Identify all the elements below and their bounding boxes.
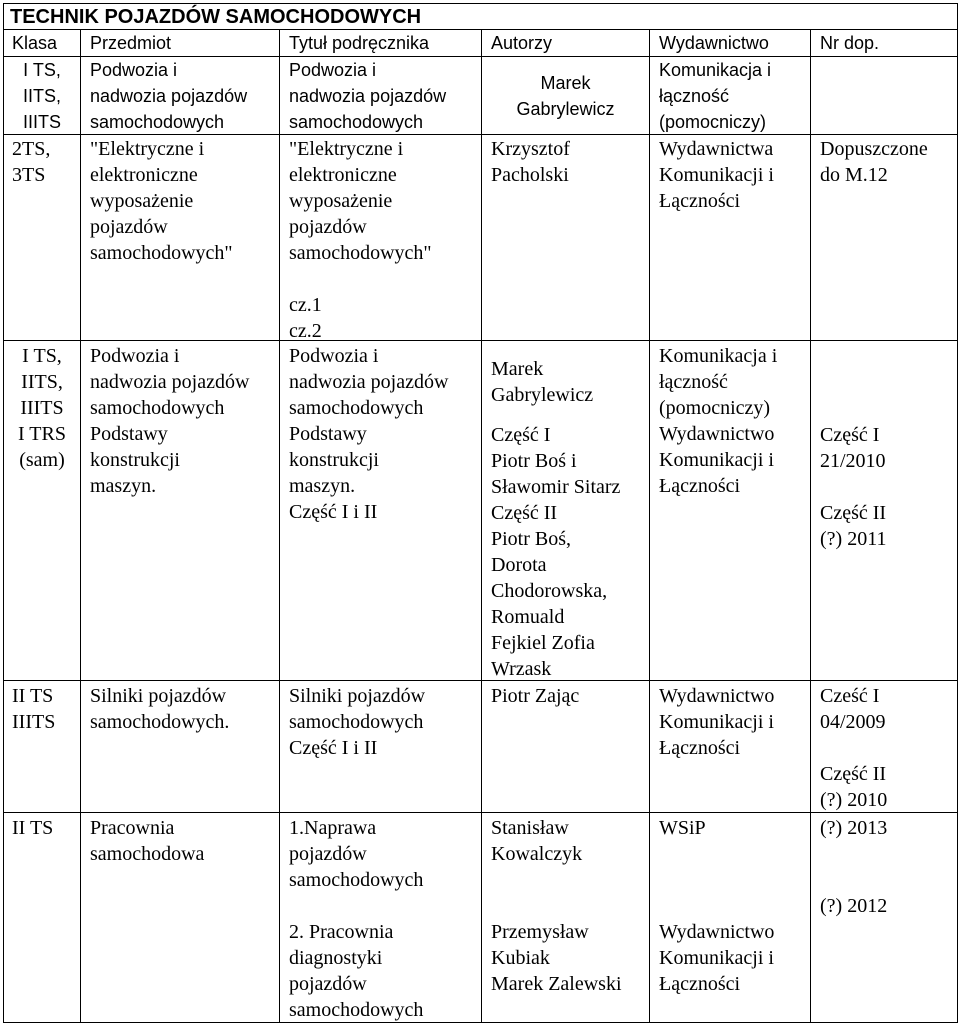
autorzy-line: Część I: [491, 424, 551, 446]
table-row: [12, 136, 50, 188]
klasa-line: IIITS: [20, 397, 64, 419]
tytul-line: [289, 266, 432, 292]
tytul-line: samochodowych: [289, 397, 424, 419]
tytul-line: wyposażenie: [289, 190, 393, 212]
autorzy-line: [491, 867, 622, 893]
tytul-line: samochodowych: [289, 112, 424, 132]
tytul-line: cz.2: [289, 320, 322, 342]
nr-dop-line: (?) 2010: [820, 789, 888, 811]
autorzy-line: Krzysztof: [491, 138, 570, 160]
przedmiot-line: samochodowa: [90, 843, 205, 865]
tytul-line: pojazdów: [289, 973, 367, 995]
klasa-line: I TRS: [18, 423, 66, 445]
wydawnictwo-line: Łączności: [659, 475, 741, 497]
przedmiot-line: samochodowych.: [90, 711, 230, 733]
table-row: [12, 815, 53, 841]
wydawnictwo-line: [659, 867, 774, 893]
tytul-line: samochodowych: [289, 711, 424, 733]
tytul-line: samochodowych: [289, 869, 424, 891]
autorzy-line: Fejkiel Zofia: [491, 632, 595, 654]
table-row: [4, 343, 80, 473]
col-divider-1: [80, 29, 81, 1023]
autorzy-line: Piotr Zając: [491, 685, 580, 707]
przedmiot-line: Podwozia i: [90, 345, 180, 367]
wydawnictwo-line: Łączności: [659, 973, 741, 995]
przedmiot-cell: [90, 683, 229, 735]
autorzy-line: Część II: [491, 502, 558, 524]
nr-dop-line: do M.12: [820, 164, 888, 186]
przedmiot-line: wyposażenie: [90, 190, 194, 212]
autorzy-line: Piotr Boś i: [491, 450, 577, 472]
przedmiot-line: "Elektryczne i: [90, 138, 205, 160]
klasa-line: I TS,: [23, 60, 61, 80]
nr-dop-line: [820, 735, 887, 761]
tytul-line: nadwozia pojazdów: [289, 371, 449, 393]
przedmiot-line: pojazdów: [90, 216, 168, 238]
col-divider-3: [481, 29, 482, 1023]
table-row: [4, 57, 80, 135]
nr-dop-line: (?) 2013: [820, 817, 888, 839]
przedmiot-line: samochodowych: [90, 397, 225, 419]
col-divider-4: [649, 29, 650, 1023]
autorzy-line: Pacholski: [491, 164, 569, 186]
tytul-cell: [289, 815, 423, 1023]
nr-dop-line: [820, 841, 887, 867]
nr-dop-line: [820, 867, 887, 893]
klasa-line: I TS,: [22, 345, 62, 367]
autorzy-line: Marek: [540, 73, 591, 93]
klasa-line: (sam): [19, 449, 65, 471]
nr-dop-line: (?) 2012: [820, 895, 888, 917]
autorzy-cell: [491, 815, 622, 997]
przedmiot-line: maszyn.: [90, 475, 157, 497]
tytul-line: pojazdów: [289, 216, 367, 238]
tytul-line: maszyn.: [289, 475, 356, 497]
header-autorzy: Autorzy: [491, 33, 553, 53]
przedmiot-line: samochodowych: [90, 112, 225, 132]
autorzy-line: Sławomir Sitarz: [491, 476, 621, 498]
nr-dop-line: 21/2010: [820, 450, 886, 472]
przedmiot-line: konstrukcji: [90, 449, 180, 471]
tytul-line: Silniki pojazdów: [289, 685, 426, 707]
wydawnictwo-line: [659, 841, 774, 867]
nr-dop-cell: [820, 136, 928, 188]
tytul-line: samochodowych": [289, 242, 432, 264]
przedmiot-line: elektroniczne: [90, 164, 198, 186]
tytul-line: pojazdów: [289, 843, 367, 865]
tytul-line: nadwozia pojazdów: [289, 86, 447, 106]
klasa-line: IIITS: [22, 112, 61, 132]
klasa-line: 3TS: [12, 164, 46, 186]
nr-dop-line: (?) 2011: [820, 528, 887, 550]
wydawnictwo-line: Łączności: [659, 737, 741, 759]
przedmiot-line: Silniki pojazdów: [90, 685, 227, 707]
tytul-line: Podstawy: [289, 423, 367, 445]
wydawnictwo-line: Komunikacja i: [659, 60, 772, 80]
klasa-line: II TS: [12, 685, 54, 707]
przedmiot-line: Pracownia: [90, 817, 175, 839]
wydawnictwo-line: Komunikacji i: [659, 711, 774, 733]
autorzy-line: Piotr Boś,: [491, 528, 572, 550]
klasa-line: 2TS,: [12, 138, 51, 160]
autorzy-line: Kubiak: [491, 947, 550, 969]
nr-dop-cell: [820, 815, 887, 919]
przedmiot-line: Podwozia i: [90, 60, 178, 80]
wydawnictwo-cell: [659, 136, 774, 214]
nr-dop-line: [820, 474, 886, 500]
tytul-line: Część I i II: [289, 737, 378, 759]
wydawnictwo-line: WSiP: [659, 817, 706, 839]
autorzy-cell: [491, 356, 593, 408]
wydawnictwo-line: Łączności: [659, 190, 741, 212]
przedmiot-line: nadwozia pojazdów: [90, 371, 250, 393]
tytul-line: "Elektryczne i: [289, 138, 404, 160]
wydawnictwo-line: Komunikacji i: [659, 947, 774, 969]
header-tytul: Tytuł podręcznika: [289, 33, 430, 53]
wydawnictwo-line: (pomocniczy): [659, 397, 771, 419]
przedmiot-line: samochodowych": [90, 242, 233, 264]
tytul-line: [289, 893, 423, 919]
autorzy-line: Wrzask: [491, 658, 552, 680]
tytul-line: Podwozia i: [289, 60, 377, 80]
przedmiot-cell: [90, 343, 249, 499]
nr-dop-cell: [820, 683, 887, 813]
tytul-cell: [289, 136, 432, 344]
przedmiot-line: nadwozia pojazdów: [90, 86, 248, 106]
nr-dop-line: Część I: [820, 424, 880, 446]
autorzy-cell: [491, 683, 579, 709]
wydawnictwo-line: Komunikacja i: [659, 345, 778, 367]
wydawnictwo-cell: [659, 343, 777, 499]
table-border-left: [3, 3, 4, 1023]
autorzy-cell: [482, 70, 649, 122]
header-nr-dop: Nr dop.: [820, 33, 880, 53]
tytul-line: cz.1: [289, 294, 322, 316]
tytul-line: diagnostyki: [289, 947, 383, 969]
autorzy-line: Stanisław: [491, 817, 569, 839]
wydawnictwo-line: Wydawnictwo: [659, 685, 775, 707]
autorzy-line: Dorota: [491, 554, 547, 576]
autorzy-line: Gabrylewicz: [491, 384, 594, 406]
wydawnictwo-line: Wydawnictwa: [659, 138, 774, 160]
wydawnictwo-cell: [659, 815, 774, 997]
nr-dop-line: Część II: [820, 502, 887, 524]
tytul-line: elektroniczne: [289, 164, 397, 186]
nr-dop-line: 04/2009: [820, 711, 886, 733]
autorzy-line: Gabrylewicz: [516, 99, 615, 119]
klasa-line: II TS: [12, 817, 54, 839]
header-wydawnictwo: Wydawnictwo: [659, 33, 769, 53]
tytul-line: konstrukcji: [289, 449, 379, 471]
przedmiot-cell: [90, 57, 247, 135]
wydawnictwo-line: łączność: [659, 371, 728, 393]
klasa-line: IITS,: [22, 86, 61, 106]
wydawnictwo-cell: [659, 57, 771, 135]
autorzy-cell: [491, 136, 570, 188]
autorzy-line: [491, 893, 622, 919]
wydawnictwo-line: Komunikacji i: [659, 164, 774, 186]
page-title: TECHNIK POJAZDÓW SAMOCHODOWYCH: [10, 6, 422, 28]
przedmiot-line: Podstawy: [90, 423, 168, 445]
tytul-line: 2. Pracownia: [289, 921, 394, 943]
tytul-cell: [289, 57, 446, 135]
tytul-line: samochodowych: [289, 999, 424, 1021]
wydawnictwo-line: łączność: [659, 86, 730, 106]
przedmiot-cell: [90, 136, 233, 266]
col-divider-5: [810, 29, 811, 1023]
tytul-line: 1.Naprawa: [289, 817, 377, 839]
autorzy-line: Marek: [491, 358, 544, 380]
nr-dop-line: Cześć I: [820, 685, 880, 707]
klasa-line: IIITS: [12, 711, 56, 733]
wydawnictwo-line: (pomocniczy): [659, 112, 767, 132]
tytul-cell: [289, 343, 448, 525]
table-border-right: [957, 3, 958, 1023]
header-przedmiot: Przedmiot: [90, 33, 172, 53]
autorzy-line: Marek Zalewski: [491, 973, 622, 995]
col-divider-2: [279, 29, 280, 1023]
nr-dop-line: Część II: [820, 763, 887, 785]
autorzy-line: Chodorowska,: [491, 580, 608, 602]
przedmiot-cell: [90, 815, 204, 867]
autorzy-line: Romuald: [491, 606, 565, 628]
tytul-cell: [289, 683, 425, 761]
tytul-line: Podwozia i: [289, 345, 379, 367]
nr-dop-cell: [820, 422, 886, 552]
klasa-line: IITS,: [21, 371, 63, 393]
tytul-line: Część I i II: [289, 501, 378, 523]
wydawnictwo-line: Wydawnictwo: [659, 423, 775, 445]
autorzy-cell: [491, 422, 620, 682]
wydawnictwo-line: Komunikacji i: [659, 449, 774, 471]
autorzy-line: Przemysław: [491, 921, 589, 943]
wydawnictwo-cell: [659, 683, 774, 761]
wydawnictwo-line: Wydawnictwo: [659, 921, 775, 943]
table-row: [12, 683, 55, 735]
wydawnictwo-line: [659, 893, 774, 919]
header-klasa: Klasa: [12, 33, 58, 53]
nr-dop-line: Dopuszczone: [820, 138, 928, 160]
autorzy-line: Kowalczyk: [491, 843, 583, 865]
